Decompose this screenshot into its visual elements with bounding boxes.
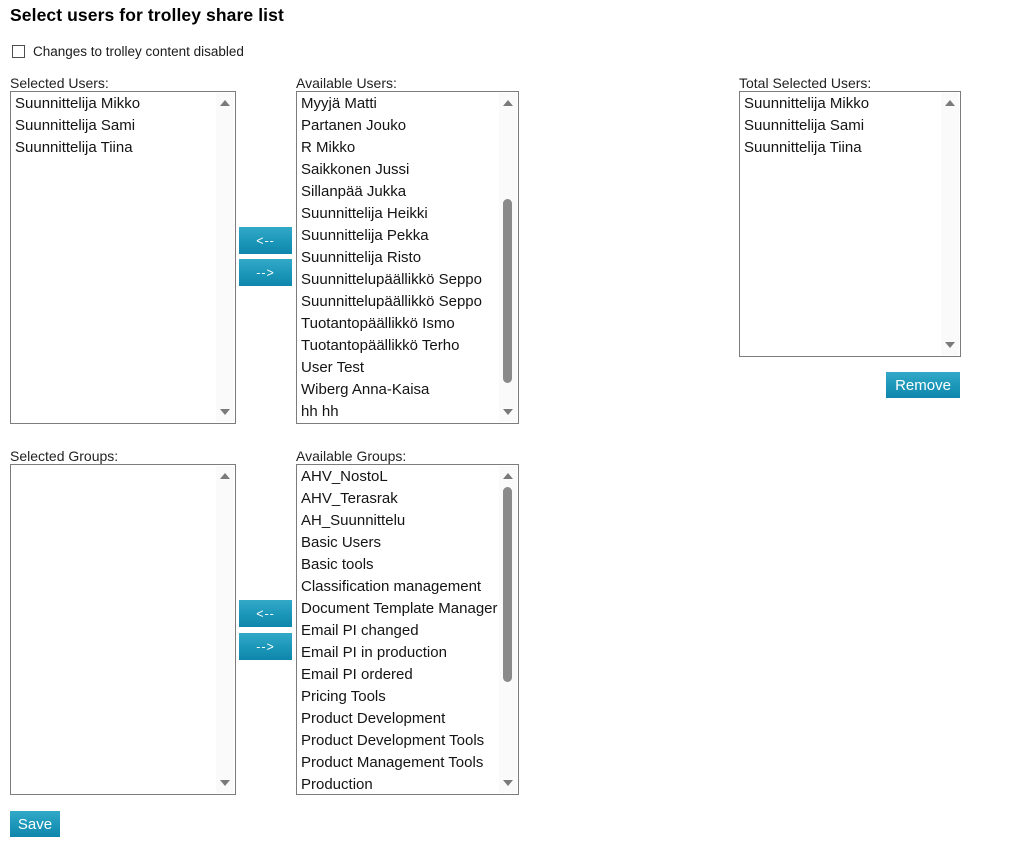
list-item[interactable]: Suunnittelija Risto [301, 249, 422, 266]
scroll-down-icon[interactable] [499, 404, 517, 420]
list-item[interactable]: Suunnittelija Tiina [744, 139, 862, 156]
scrollbar-thumb[interactable] [503, 199, 512, 384]
list-item[interactable]: Tuotantopäällikkö Terho [301, 337, 460, 354]
move-to-selected-groups-button[interactable]: <-- [239, 600, 292, 627]
list-item[interactable]: Basic tools [301, 556, 374, 573]
selected-groups-scrollbar[interactable] [216, 466, 234, 793]
list-item[interactable]: Tuotantopäällikkö Ismo [301, 315, 455, 332]
list-item[interactable]: Document Template Manager [301, 600, 498, 617]
list-item[interactable]: AH_Suunnittelu [301, 512, 406, 529]
selected-users-listbox[interactable] [10, 91, 236, 424]
list-item[interactable]: Classification management [301, 578, 482, 595]
list-item[interactable]: Product Development [301, 710, 446, 727]
move-to-selected-users-button[interactable]: <-- [239, 227, 292, 254]
list-item[interactable]: Email PI ordered [301, 666, 413, 683]
selected-groups-label: Selected Groups: [10, 448, 119, 464]
available-groups-scrollbar[interactable] [499, 466, 517, 793]
list-item[interactable]: Suunnittelupäällikkö Seppo [301, 293, 482, 310]
remove-button[interactable]: Remove [886, 372, 960, 398]
scroll-down-icon[interactable] [216, 775, 234, 791]
list-item[interactable]: Wiberg Anna-Kaisa [301, 381, 430, 398]
list-item[interactable]: Suunnittelija Tiina [15, 139, 133, 156]
list-item[interactable]: Suunnittelija Pekka [301, 227, 429, 244]
scroll-down-icon[interactable] [216, 404, 234, 420]
trolley-content-disabled-label: Changes to trolley content disabled [33, 44, 244, 59]
scroll-up-icon[interactable] [499, 95, 517, 111]
selected-groups-items [11, 466, 216, 793]
trolley-content-disabled-row [12, 44, 244, 59]
list-item[interactable]: Suunnittelija Mikko [15, 95, 141, 112]
list-item[interactable]: Suunnittelija Mikko [744, 95, 870, 112]
list-item[interactable]: AHV_NostoL [301, 468, 388, 485]
scrollbar-thumb[interactable] [503, 487, 512, 682]
list-item[interactable]: User Test [301, 359, 365, 376]
list-item[interactable]: Partanen Jouko [301, 117, 407, 134]
available-users-items [297, 93, 499, 422]
scrollbar-track[interactable] [499, 111, 517, 404]
list-item[interactable]: Sillanpää Jukka [301, 183, 407, 200]
list-item[interactable]: Production [301, 776, 373, 793]
available-users-scrollbar[interactable] [499, 93, 517, 422]
list-item[interactable]: Product Development Tools [301, 732, 485, 749]
total-selected-users-listbox[interactable] [739, 91, 961, 357]
save-button[interactable]: Save [10, 811, 60, 837]
scrollbar-track[interactable] [499, 484, 517, 775]
available-users-listbox[interactable] [296, 91, 519, 424]
selected-users-items [11, 93, 216, 422]
list-item[interactable]: Product Management Tools [301, 754, 484, 771]
list-item[interactable]: Suunnittelija Sami [15, 117, 136, 134]
list-item[interactable]: Suunnittelija Heikki [301, 205, 428, 222]
list-item[interactable]: hh hh [301, 403, 339, 420]
list-item[interactable]: Suunnittelupäällikkö Seppo [301, 271, 482, 288]
selected-users-scrollbar[interactable] [216, 93, 234, 422]
list-item[interactable]: Saikkonen Jussi [301, 161, 410, 178]
available-groups-items [297, 466, 499, 793]
list-item[interactable]: Myyjä Matti [301, 95, 377, 112]
available-users-label: Available Users: [296, 75, 397, 91]
selected-groups-listbox[interactable] [10, 464, 236, 795]
move-to-available-users-button[interactable]: --> [239, 259, 292, 286]
scroll-down-icon[interactable] [499, 775, 517, 791]
list-item[interactable]: Suunnittelija Sami [744, 117, 865, 134]
available-groups-listbox[interactable] [296, 464, 519, 795]
total-selected-users-items [740, 93, 941, 355]
scroll-up-icon[interactable] [216, 95, 234, 111]
page-title: Select users for trolley share list [10, 5, 284, 25]
move-to-available-groups-button[interactable]: --> [239, 633, 292, 660]
scroll-up-icon[interactable] [941, 95, 959, 111]
list-item[interactable]: AHV_Terasrak [301, 490, 398, 507]
scroll-up-icon[interactable] [216, 468, 234, 484]
list-item[interactable]: Basic Users [301, 534, 382, 551]
list-item[interactable]: Pricing Tools [301, 688, 386, 705]
total-selected-users-scrollbar[interactable] [941, 93, 959, 355]
total-selected-users-label: Total Selected Users: [739, 75, 872, 91]
scroll-up-icon[interactable] [499, 468, 517, 484]
selected-users-label: Selected Users: [10, 75, 109, 91]
scroll-down-icon[interactable] [941, 337, 959, 353]
list-item[interactable]: Email PI in production [301, 644, 447, 661]
available-groups-label: Available Groups: [296, 448, 407, 464]
list-item[interactable]: R Mikko [301, 139, 356, 156]
list-item[interactable]: Email PI changed [301, 622, 419, 639]
trolley-content-disabled-checkbox[interactable] [12, 45, 25, 58]
